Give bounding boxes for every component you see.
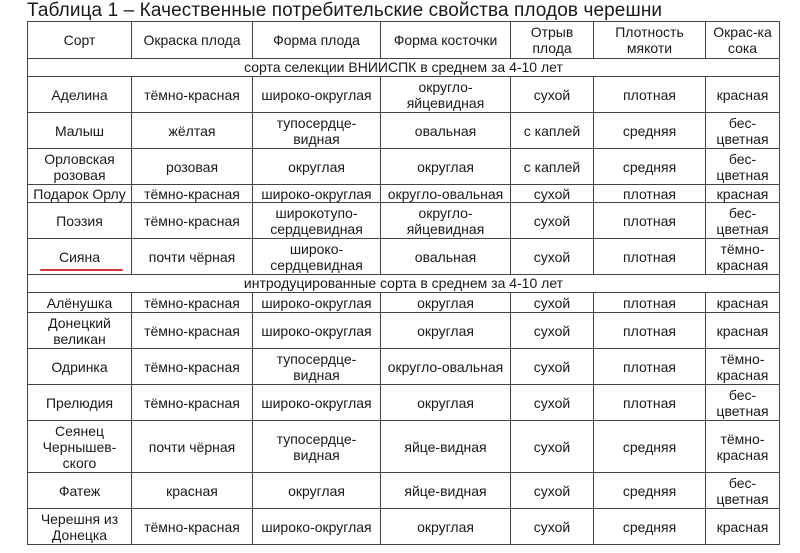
table-cell: [594, 293, 706, 313]
table-cell: [594, 349, 706, 385]
cell-text: широко-округлая: [261, 294, 372, 311]
cell-text: округлая: [288, 482, 345, 499]
cell-text: красная: [716, 322, 769, 339]
table-cell: [594, 313, 706, 349]
column-header: Окраска плода: [132, 22, 253, 59]
variety-cell: [28, 77, 132, 113]
cell-text: тёмно-красная: [144, 86, 240, 103]
cell-text: красная: [716, 86, 769, 103]
table-row: [28, 313, 780, 349]
cell-text: плотная: [623, 86, 676, 103]
cell-text: почти чёрная: [148, 438, 236, 455]
cell-text: плотная: [623, 394, 676, 411]
table-cell: [132, 509, 253, 545]
table-cell: [594, 509, 706, 545]
variety-name: Сеянец Чернышев-ского: [42, 422, 117, 471]
cell-text: средняя: [622, 122, 677, 139]
variety-name: Малыш: [54, 122, 105, 139]
variety-cell: [28, 239, 132, 275]
table-cell: [132, 185, 253, 203]
cell-text: плотная: [623, 212, 676, 229]
table-cell: [511, 385, 594, 421]
cell-text: широко-округлая: [261, 86, 372, 103]
cell-text: тёмно-красная: [144, 212, 240, 229]
table-cell: [511, 77, 594, 113]
cell-text: округлая: [417, 518, 474, 535]
cell-text: почти чёрная: [148, 248, 236, 265]
table-cell: [381, 293, 511, 313]
cell-text: тупосердце-видная: [276, 350, 357, 383]
table-title: Таблица 1 – Качественные потребительские свойства плодов черешни: [27, 0, 663, 21]
group-row: [28, 275, 780, 293]
cell-text: сухой: [533, 294, 571, 311]
column-header: Сорт: [28, 22, 132, 59]
table-cell: [381, 113, 511, 149]
table-cell: [706, 239, 780, 275]
table-cell: [381, 203, 511, 239]
cell-text: средняя: [622, 482, 677, 499]
variety-name: Поэзия: [56, 212, 103, 229]
table-row: [28, 421, 780, 473]
cell-text: сухой: [533, 248, 571, 265]
table-cell: [381, 313, 511, 349]
cell-text: плотная: [623, 185, 676, 202]
table-cell: [594, 473, 706, 509]
table-cell: [132, 113, 253, 149]
table-cell: [511, 113, 594, 149]
table-row: [28, 473, 780, 509]
cell-text: округло-яйцевидная: [406, 78, 485, 111]
table-row: [28, 509, 780, 545]
cell-text: сухой: [533, 394, 571, 411]
table-cell: [706, 77, 780, 113]
cell-text: средняя: [622, 158, 677, 175]
column-header: Отрыв плода: [511, 22, 594, 59]
table-cell: [594, 185, 706, 203]
table-cell: [511, 293, 594, 313]
cell-text: тёмно-красная: [144, 518, 240, 535]
table-cell: [511, 421, 594, 473]
cell-text: округлая: [417, 322, 474, 339]
cell-text: бес-цветная: [716, 150, 769, 183]
cell-text: с каплей: [523, 158, 581, 175]
table-cell: [706, 185, 780, 203]
table-cell: [253, 203, 381, 239]
variety-cell: [28, 313, 132, 349]
cell-text: средняя: [622, 518, 677, 535]
column-header: Плотность мякоти: [594, 22, 706, 59]
cell-text: бес-цветная: [716, 204, 769, 237]
variety-name: Сияна: [58, 248, 101, 265]
variety-name: Донецкий великан: [48, 314, 111, 347]
cell-text: широко-округлая: [261, 394, 372, 411]
table-cell: [253, 293, 381, 313]
cell-text: плотная: [623, 248, 676, 265]
column-header: Форма косточки: [381, 22, 511, 59]
variety-cell: [28, 149, 132, 185]
cell-text: тёмно-красная: [716, 240, 769, 273]
variety-name: Аделина: [51, 86, 108, 103]
cell-text: тёмно-красная: [144, 394, 240, 411]
table-row: [28, 149, 780, 185]
table-cell: [253, 473, 381, 509]
table-cell: [381, 185, 511, 203]
table-row: [28, 203, 780, 239]
table-cell: [706, 203, 780, 239]
cell-text: красная: [716, 518, 769, 535]
table-cell: [706, 385, 780, 421]
group-label: сорта селекции ВНИИСПК в среднем за 4-10 лет: [28, 59, 780, 77]
cell-text: тёмно-красная: [716, 350, 769, 383]
cell-text: тёмно-красная: [144, 358, 240, 375]
table-cell: [706, 313, 780, 349]
table-cell: [253, 185, 381, 203]
table-cell: [253, 113, 381, 149]
cell-text: жёлтая: [168, 122, 216, 139]
table-row: [28, 349, 780, 385]
table-cell: [132, 421, 253, 473]
cell-text: сухой: [533, 86, 571, 103]
cell-text: округлая: [288, 158, 345, 175]
table-row: [28, 293, 780, 313]
cell-text: овальная: [414, 248, 477, 265]
cell-text: плотная: [623, 322, 676, 339]
variety-name: Фатеж: [58, 482, 101, 499]
cell-text: округлая: [417, 158, 474, 175]
cell-text: бес-цветная: [716, 474, 769, 507]
table-cell: [706, 113, 780, 149]
column-header: Окрас-ка сока: [706, 22, 780, 59]
cell-text: округло-овальная: [387, 185, 504, 202]
variety-name: Прелюдия: [45, 394, 114, 411]
table-cell: [706, 349, 780, 385]
header-row: [28, 22, 780, 59]
table-cell: [511, 239, 594, 275]
highlight-underline: [40, 269, 123, 271]
variety-cell: [28, 113, 132, 149]
variety-name: Подарок Орлу: [33, 185, 126, 202]
table-cell: [381, 77, 511, 113]
variety-name: Одринка: [51, 358, 108, 375]
table-cell: [381, 349, 511, 385]
table-cell: [511, 203, 594, 239]
cell-text: тёмно-красная: [144, 185, 240, 202]
table-cell: [706, 509, 780, 545]
cell-text: округло-яйцевидная: [406, 204, 485, 237]
cell-text: тупосердце-видная: [276, 430, 357, 463]
table-row: [28, 113, 780, 149]
cell-text: бес-цветная: [716, 386, 769, 419]
cell-text: яйце-видная: [404, 482, 487, 499]
table-cell: [132, 239, 253, 275]
cell-text: красная: [716, 185, 769, 202]
table-cell: [132, 385, 253, 421]
table-cell: [594, 149, 706, 185]
table-cell: [132, 313, 253, 349]
table-cell: [594, 421, 706, 473]
table-cell: [253, 239, 381, 275]
cell-text: тупосердце-видная: [276, 114, 357, 147]
cell-text: сухой: [533, 322, 571, 339]
table-cell: [132, 473, 253, 509]
cell-text: широкотупо-сердцевидная: [270, 204, 363, 237]
cell-text: с каплей: [523, 122, 581, 139]
cell-text: тёмно-красная: [716, 430, 769, 463]
group-row: [28, 59, 780, 77]
cell-text: красная: [716, 294, 769, 311]
table-cell: [381, 509, 511, 545]
table-cell: [511, 185, 594, 203]
properties-table: [27, 21, 780, 545]
cell-text: сухой: [533, 438, 571, 455]
table-cell: [253, 77, 381, 113]
cell-text: плотная: [623, 294, 676, 311]
table-cell: [594, 385, 706, 421]
table-cell: [132, 349, 253, 385]
table-row: [28, 185, 780, 203]
table-cell: [132, 203, 253, 239]
table-cell: [381, 473, 511, 509]
table-cell: [381, 385, 511, 421]
group-label: интродуцированные сорта в среднем за 4-10 лет: [28, 275, 780, 293]
variety-cell: [28, 421, 132, 473]
cell-text: округлая: [417, 294, 474, 311]
cell-text: средняя: [622, 438, 677, 455]
table-cell: [132, 77, 253, 113]
table-cell: [511, 509, 594, 545]
variety-cell: [28, 203, 132, 239]
cell-text: овальная: [414, 122, 477, 139]
table-cell: [511, 473, 594, 509]
table-cell: [253, 313, 381, 349]
table-cell: [706, 149, 780, 185]
variety-cell: [28, 293, 132, 313]
table-cell: [511, 149, 594, 185]
cell-text: сухой: [533, 482, 571, 499]
column-header: Форма плода: [253, 22, 381, 59]
variety-cell: [28, 473, 132, 509]
table-row: [28, 77, 780, 113]
cell-text: сухой: [533, 358, 571, 375]
cell-text: красная: [166, 482, 218, 499]
table-body: [28, 22, 780, 545]
table-cell: [381, 239, 511, 275]
variety-name: Алёнушка: [46, 294, 113, 311]
cell-text: широко-округлая: [261, 185, 372, 202]
cell-text: сухой: [533, 185, 571, 202]
table-cell: [594, 239, 706, 275]
table-cell: [253, 349, 381, 385]
table-cell: [253, 149, 381, 185]
variety-cell: [28, 385, 132, 421]
table-cell: [132, 293, 253, 313]
table-cell: [253, 385, 381, 421]
table-row: [28, 385, 780, 421]
table-cell: [381, 421, 511, 473]
table-cell: [132, 149, 253, 185]
cell-text: плотная: [623, 358, 676, 375]
table-cell: [706, 293, 780, 313]
table-cell: [381, 149, 511, 185]
table-cell: [253, 509, 381, 545]
cell-text: розовая: [165, 158, 219, 175]
cell-text: широко-сердцевидная: [270, 240, 363, 273]
table-cell: [706, 473, 780, 509]
cell-text: округло-овальная: [387, 358, 504, 375]
variety-name: Орловская розовая: [44, 150, 115, 183]
table-cell: [594, 203, 706, 239]
cell-text: округлая: [417, 394, 474, 411]
table-cell: [594, 113, 706, 149]
cell-text: тёмно-красная: [144, 294, 240, 311]
cell-text: широко-округлая: [261, 322, 372, 339]
cell-text: яйце-видная: [404, 438, 487, 455]
variety-name: Черешня из Донецка: [40, 510, 119, 543]
table-cell: [706, 421, 780, 473]
cell-text: сухой: [533, 518, 571, 535]
variety-cell: [28, 349, 132, 385]
table-cell: [511, 349, 594, 385]
cell-text: сухой: [533, 212, 571, 229]
cell-text: бес-цветная: [716, 114, 769, 147]
variety-cell: [28, 185, 132, 203]
table-cell: [511, 313, 594, 349]
table-row: [28, 239, 780, 275]
table-cell: [594, 77, 706, 113]
cell-text: тёмно-красная: [144, 322, 240, 339]
variety-cell: [28, 509, 132, 545]
table-cell: [253, 421, 381, 473]
cell-text: широко-округлая: [261, 518, 372, 535]
